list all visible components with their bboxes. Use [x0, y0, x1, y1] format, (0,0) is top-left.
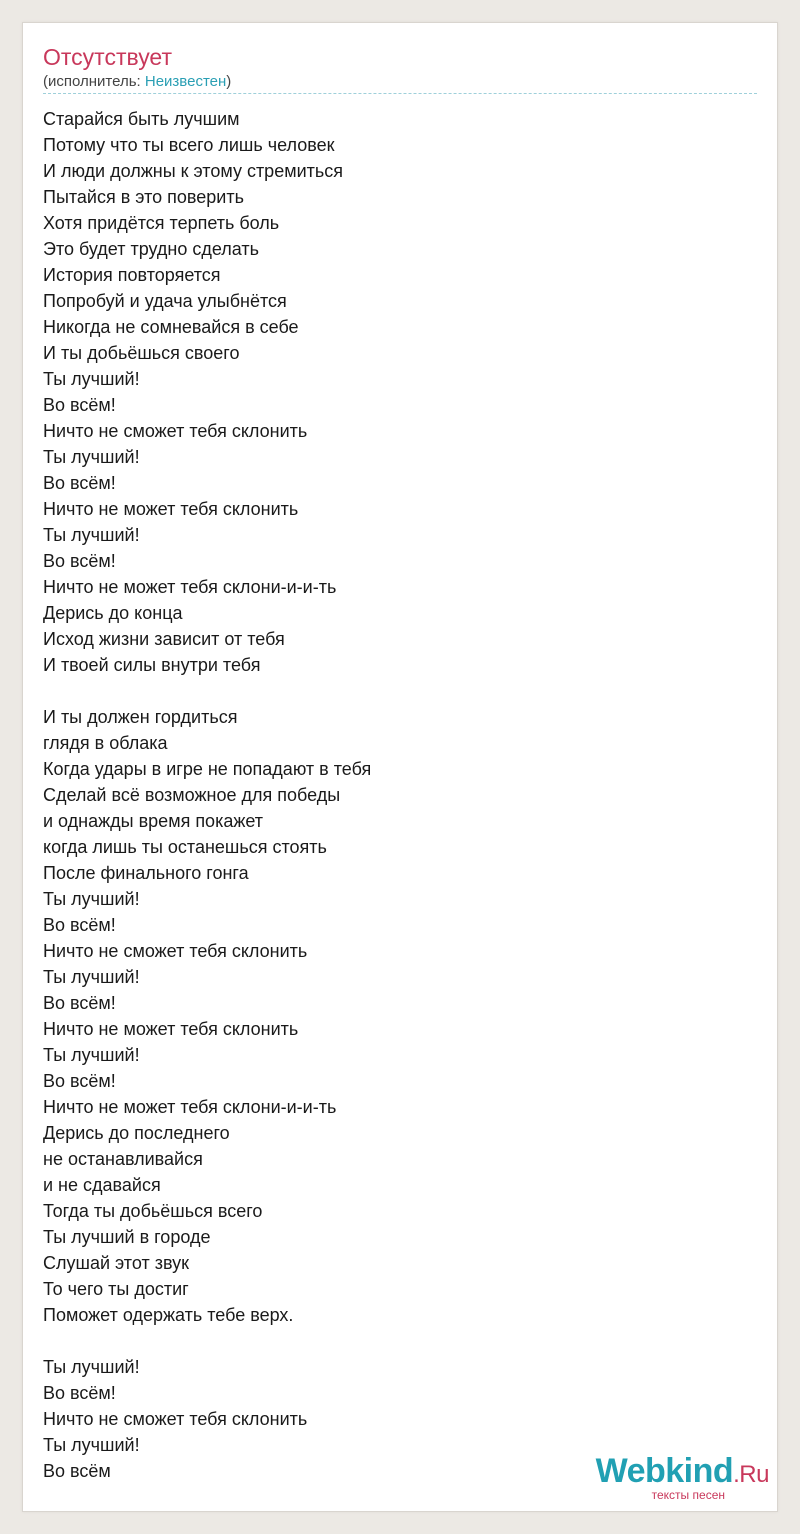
lyric-line: Во всём! — [43, 1071, 116, 1091]
logo-name: Webkind — [595, 1452, 734, 1490]
lyric-line: Ничто не может тебя склони-и-и-ть — [43, 577, 337, 597]
lyric-line: Во всём! — [43, 395, 116, 415]
lyric-line: Старайся быть лучшим — [43, 109, 240, 129]
lyric-line: Сделай всё возможное для победы — [43, 785, 341, 805]
artist-line — [43, 73, 231, 91]
lyric-line: Это будет трудно сделать — [43, 239, 260, 259]
lyric-line: Поможет одержать тебе верх. — [43, 1305, 294, 1325]
lyric-line: Попробуй и удача улыбнётся — [43, 291, 287, 311]
lyric-line: когда лишь ты останешься стоять — [43, 837, 327, 857]
lyric-line: Ты лучший! — [43, 369, 140, 389]
lyric-line: Слушай этот звук — [43, 1253, 189, 1273]
lyric-line: Никогда не сомневайся в себе — [43, 317, 299, 337]
lyric-line: Когда удары в игре не попадают в тебя — [43, 759, 372, 779]
webkind-logo[interactable] — [569, 1453, 769, 1505]
lyrics-card — [22, 22, 778, 1512]
lyric-line: И ты добьёшься своего — [43, 343, 240, 363]
lyrics-text — [43, 106, 371, 1484]
lyric-line: Ты лучший! — [43, 889, 140, 909]
lyric-line: Во всём! — [43, 993, 116, 1013]
lyric-line: То чего ты достиг — [43, 1279, 189, 1299]
lyric-line: Ничто не может тебя склонить — [43, 499, 299, 519]
lyric-line: Ничто не сможет тебя склонить — [43, 941, 308, 961]
lyric-line: не останавливайся — [43, 1149, 203, 1169]
lyric-line: Ты лучший! — [43, 447, 140, 467]
lyric-blank-line — [43, 678, 371, 704]
lyric-line: И твоей силы внутри тебя — [43, 655, 261, 675]
lyric-line: Хотя придётся терпеть боль — [43, 213, 280, 233]
artist-link[interactable]: Неизвестен — [144, 73, 227, 90]
lyric-line: Дерись до последнего — [43, 1123, 230, 1143]
lyric-line: После финального гонга — [43, 863, 249, 883]
lyric-line: Во всём — [43, 1461, 111, 1481]
logo-wordmark — [569, 1453, 769, 1493]
lyric-line: Ничто не может тебя склони-и-и-ть — [43, 1097, 337, 1117]
lyric-line: Пытайся в это поверить — [43, 187, 244, 207]
lyric-line: Ничто не сможет тебя склонить — [43, 421, 308, 441]
lyric-line: Ты лучший! — [43, 525, 140, 545]
lyric-line: Ничто не может тебя склонить — [43, 1019, 299, 1039]
song-title: Отсутствует — [43, 44, 172, 70]
lyric-line: Ты лучший! — [43, 967, 140, 987]
lyric-line: Ты лучший! — [43, 1435, 140, 1455]
lyric-line: и не сдавайся — [43, 1175, 161, 1195]
lyric-line: Во всём! — [43, 915, 116, 935]
artist-prefix: (исполнитель: — [43, 73, 145, 90]
lyric-line: глядя в облака — [43, 733, 168, 753]
lyric-line: История повторяется — [43, 265, 221, 285]
lyric-line: Ты лучший! — [43, 1045, 140, 1065]
logo-tld: .Ru — [733, 1461, 769, 1488]
lyric-line: Ты лучший! — [43, 1357, 140, 1377]
title-divider — [43, 93, 757, 94]
lyric-line: Ничто не сможет тебя склонить — [43, 1409, 308, 1429]
lyric-line: И люди должны к этому стремиться — [43, 161, 344, 181]
lyric-line: И ты должен гордиться — [43, 707, 238, 727]
lyric-line: Дерись до конца — [43, 603, 183, 623]
lyric-line: Во всём! — [43, 551, 116, 571]
lyric-line: Тогда ты добьёшься всего — [43, 1201, 263, 1221]
lyric-line: Потому что ты всего лишь человек — [43, 135, 335, 155]
lyric-line: Исход жизни зависит от тебя — [43, 629, 285, 649]
artist-suffix: ) — [226, 73, 232, 90]
lyric-line: Ты лучший в городе — [43, 1227, 211, 1247]
lyric-line: Во всём! — [43, 1383, 116, 1403]
lyric-line: Во всём! — [43, 473, 116, 493]
logo-tagline: тексты песен — [651, 1488, 725, 1502]
lyric-line: и однажды время покажет — [43, 811, 264, 831]
lyric-blank-line — [43, 1328, 371, 1354]
